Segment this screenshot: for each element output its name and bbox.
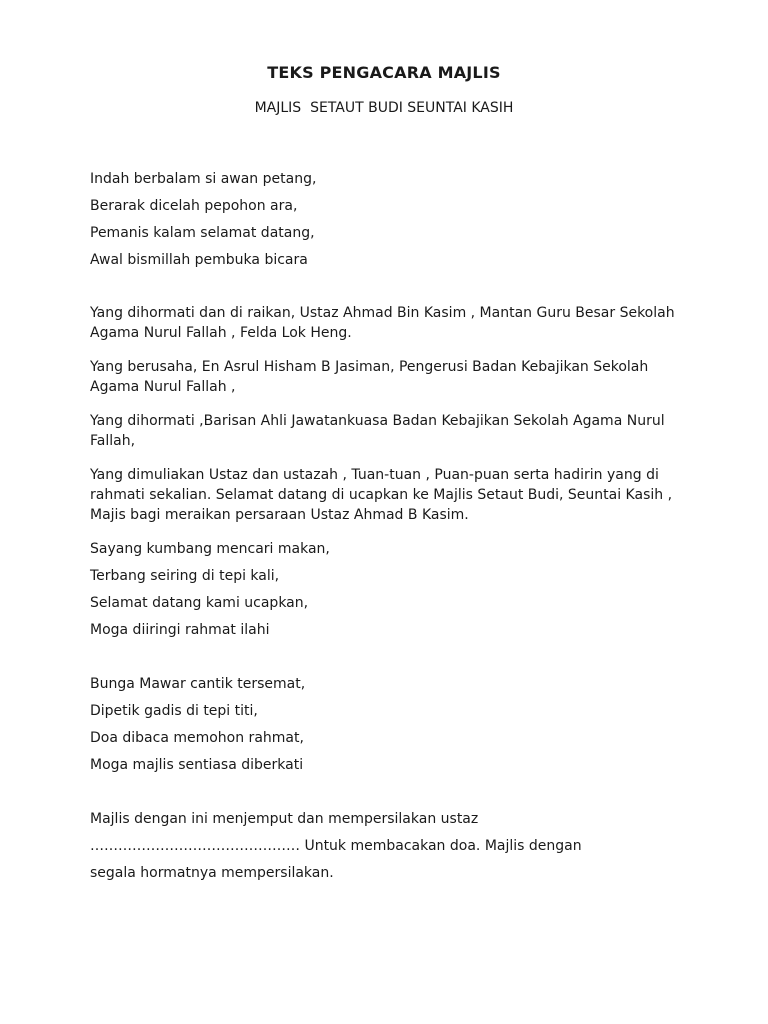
verse-line: Doa dibaca memohon rahmat, [90, 730, 304, 746]
salutation-paragraph: Yang dihormati ,Barisan Ahli Jawatankuasa Badan Kebajikan Sekolah Agama Nurul Fallah, [90, 413, 665, 449]
verse-line: Indah berbalam si awan petang, [90, 171, 317, 187]
verse-line: Berarak dicelah pepohon ara, [90, 198, 298, 214]
verse-line: Pemanis kalam selamat datang, [90, 225, 315, 241]
verse-line: Moga majlis sentiasa diberkati [90, 757, 304, 773]
closing-invitation [90, 806, 690, 887]
salutation-paragraph: Yang dihormati dan di raikan, Ustaz Ahmad Bin Kasim , Mantan Guru Besar Sekolah Agama Nurul Fallah , Felda Lok Heng. [90, 305, 675, 341]
verse-line: Moga diiringi rahmat ilahi [90, 622, 270, 638]
verse-line: Terbang seiring di tepi kali, [90, 568, 280, 584]
pantun-doa [90, 671, 690, 779]
closing-line: ……………………………………… Untuk membacakan doa. Majlis dengan [90, 838, 582, 854]
document-title: TEKS PENGACARA MAJLIS [267, 63, 501, 82]
closing-line: segala hormatnya mempersilakan. [90, 865, 334, 881]
salutations [90, 303, 690, 525]
pantun-opening [90, 166, 690, 274]
verse-line: Awal bismillah pembuka bicara [90, 252, 308, 268]
salutation-paragraph: Yang berusaha, En Asrul Hisham B Jasiman, Pengerusi Badan Kebajikan Sekolah Agama Nurul Fallah , [90, 359, 649, 395]
document-subtitle: MAJLIS SETAUT BUDI SEUNTAI KASIH [254, 100, 514, 116]
verse-line: Sayang kumbang mencari makan, [90, 541, 330, 557]
pantun-welcome [90, 536, 690, 644]
verse-line: Dipetik gadis di tepi titi, [90, 703, 258, 719]
verse-line: Selamat datang kami ucapkan, [90, 595, 309, 611]
closing-line: Majlis dengan ini menjemput dan mempersilakan ustaz [90, 811, 479, 827]
document-body [90, 166, 690, 887]
welcome-paragraph: Yang dimuliakan Ustaz dan ustazah , Tuan-tuan , Puan-puan serta hadirin yang di rahmati sekalian. Selamat datang di ucapkan ke Majlis Setaut Budi, Seuntai Kasih , Majis bagi meraikan persaraan Ustaz Ahmad B Kasim. [90, 467, 673, 523]
verse-line: Bunga Mawar cantik tersemat, [90, 676, 306, 692]
